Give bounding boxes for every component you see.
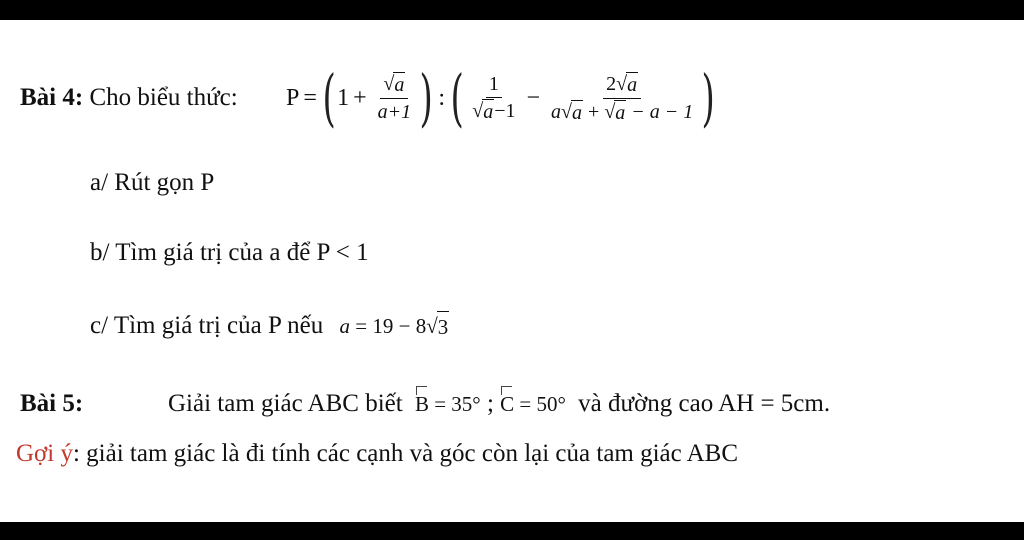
hint-label: Gợi ý (16, 440, 73, 467)
exercise-5-body (168, 389, 830, 419)
right-paren-1: ) (419, 61, 433, 134)
fraction-1 (375, 72, 415, 124)
exercise-5-text-after: và đường cao AH = 5cm. (578, 390, 831, 417)
angle-b: B = 35° (415, 392, 481, 416)
fraction-1-numerator (380, 72, 408, 99)
exercise-4-text: Cho biểu thức: (89, 84, 238, 111)
document-page (0, 20, 1024, 522)
part-a: a/ Rút gọn P (90, 169, 215, 196)
expression-formula (286, 58, 717, 138)
exercise-5-label: Bài 5: (20, 390, 84, 417)
formula-divide: : (438, 84, 446, 111)
fraction-2-denominator: √ a −1 (472, 100, 516, 123)
fraction-2 (469, 72, 518, 124)
sqrt-symbol: √ a (383, 73, 405, 96)
right-paren-2: ) (701, 61, 716, 134)
formula-lhs: P (286, 84, 300, 111)
fraction-2-numerator: 1 (486, 72, 502, 98)
part-b: b/ Tìm giá trị của a để P < 1 (90, 239, 369, 266)
exercise-5-text: Giải tam giác ABC biết (168, 390, 403, 417)
fraction-3 (548, 72, 696, 125)
part-c-math: a = 19 − 8 √ 3 (340, 314, 450, 338)
sqrt-symbol: √ a (616, 72, 638, 96)
hint-text: : giải tam giác là đi tính các cạnh và góc còn lại của tam giác ABC (72, 440, 739, 467)
hint-line (16, 439, 738, 469)
sqrt-symbol: √ 3 (426, 311, 449, 342)
exercise-5 (20, 389, 83, 419)
formula-equals: = (303, 84, 317, 111)
fraction-3-denominator: a √ a + √ a − a − 1 (551, 100, 694, 124)
exercise-4-label: Bài 4: (20, 84, 84, 111)
formula-one: 1 (337, 84, 350, 111)
sqrt-symbol: √ a (604, 100, 626, 124)
sqrt-symbol: √ a (561, 100, 583, 124)
part-c-text: c/ Tìm giá trị của P nếu (90, 312, 324, 339)
angle-separator: ; (480, 390, 501, 417)
fraction-3-numerator: 2 √ a (603, 72, 641, 99)
part-c (90, 311, 449, 342)
angle-c: C = 50° (500, 392, 566, 416)
formula-minus: − (526, 84, 541, 111)
left-paren-2: ( (450, 61, 464, 134)
formula-plus: + (353, 84, 367, 111)
exercise-4-heading (20, 83, 238, 113)
sqrt-symbol: √ a (472, 100, 494, 123)
left-paren-1: ( (322, 61, 336, 134)
fraction-1-denominator: a+1 (377, 101, 412, 123)
